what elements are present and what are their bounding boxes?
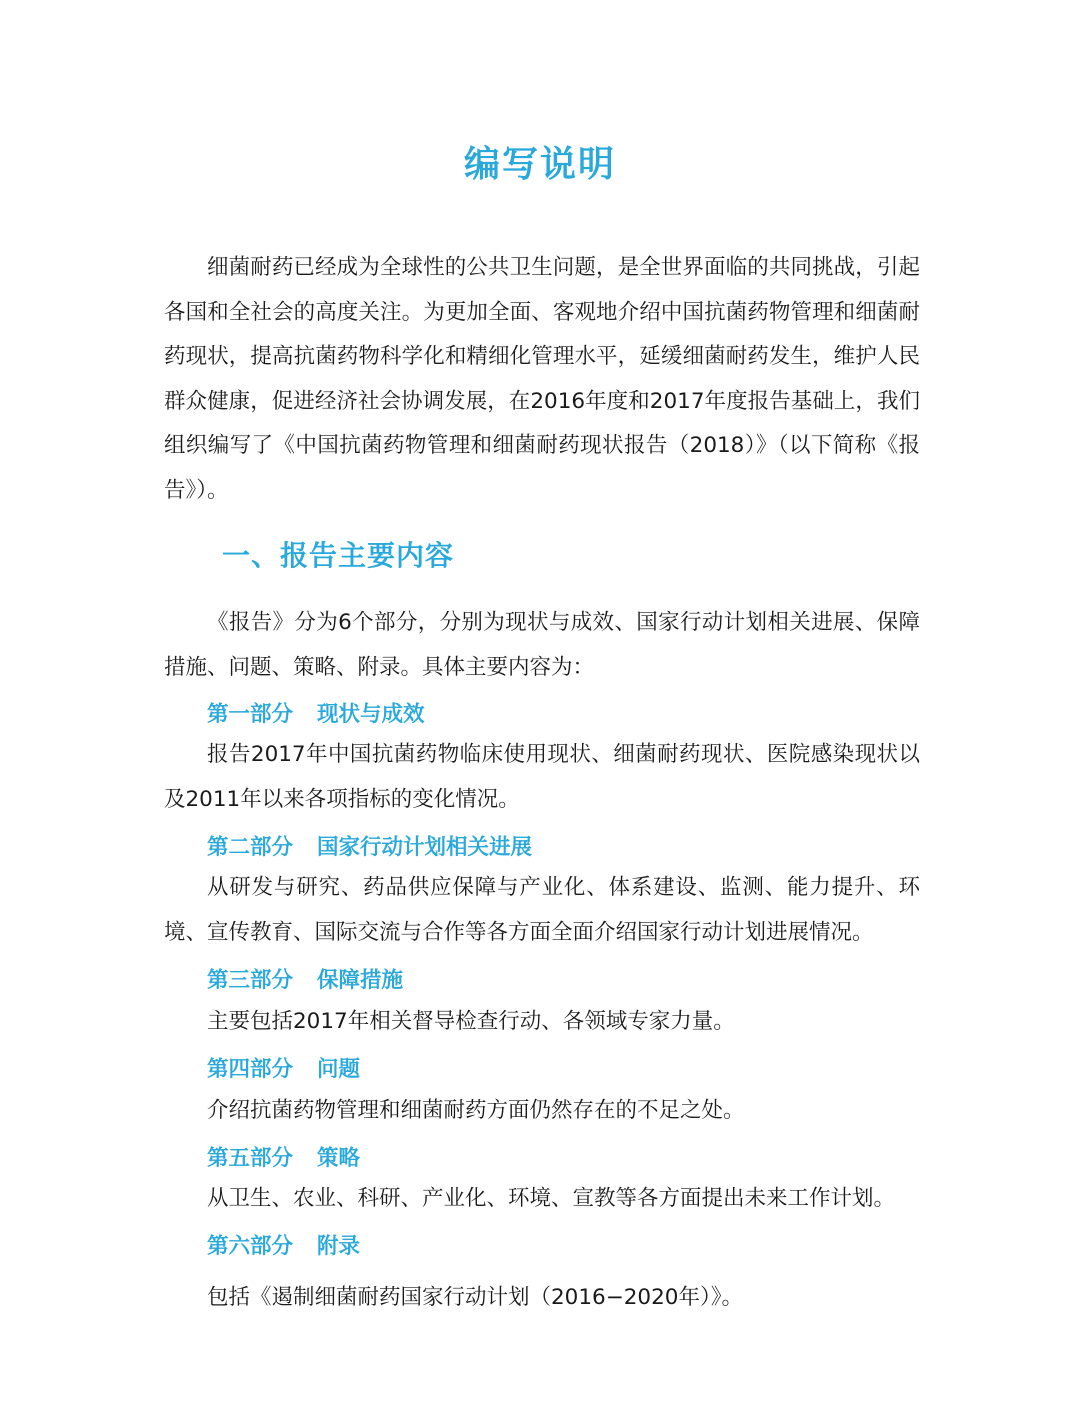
part-3-title: [207, 963, 403, 994]
section-heading-main-content: 一、报告主要内容: [222, 539, 455, 572]
part-5-description: 从卫生、农业、科研、产业化、环境、宣教等各方面提出未来工作计划。: [207, 1186, 896, 1211]
part-1-number: 第一部分: [207, 702, 294, 727]
part-1-name: 现状与成效: [317, 702, 425, 727]
part-1-title: [207, 697, 425, 728]
part-6-number: 第六部分: [207, 1234, 294, 1259]
part-6-title: [207, 1229, 360, 1260]
part-3-description: 主要包括2017年相关督导检查行动、各领域专家力量。: [207, 1009, 735, 1034]
part-2-description: 从研发与研究、药品供应保障与产业化、体系建设、监测、能力提升、环境、宣传教育、国际交流与合作等各方面全面介绍国家行动计划进展情况。: [164, 875, 920, 945]
part-6-description: 包括《遏制细菌耐药国家行动计划（2016−2020年）》。: [207, 1285, 743, 1310]
intro-paragraph: 细菌耐药已经成为全球性的公共卫生问题，是全世界面临的共同挑战，引起各国和全社会的高度关注。为更加全面、客观地介绍中国抗菌药物管理和细菌耐药现状，提高抗菌药物科学化和精细化管理水平，延缓细菌耐药发生，维护人民群众健康，促进经济社会协调发展，在2016年度和2017年度报告基础上，我们组织编写了《中国抗菌药物管理和细菌耐药现状报告（2018）》（以下简称《报告》）。: [164, 255, 920, 503]
part-2-name: 国家行动计划相关进展: [317, 835, 533, 860]
part-2-number: 第二部分: [207, 835, 294, 860]
part-3-name: 保障措施: [317, 968, 404, 993]
overview-paragraph: 《报告》分为6个部分，分别为现状与成效、国家行动计划相关进展、保障措施、问题、策略、附录。具体主要内容为：: [164, 610, 920, 680]
part-5-title: [207, 1141, 360, 1172]
part-5-name: 策略: [317, 1146, 361, 1171]
part-2-title: [207, 830, 532, 861]
part-4-title: [207, 1052, 360, 1083]
part-4-description: 介绍抗菌药物管理和细菌耐药方面仍然存在的不足之处。: [207, 1098, 745, 1123]
part-6-name: 附录: [317, 1234, 361, 1259]
page-title: 编写说明: [463, 144, 616, 185]
part-4-name: 问题: [317, 1057, 361, 1082]
part-3-number: 第三部分: [207, 968, 294, 993]
part-5-number: 第五部分: [207, 1146, 294, 1171]
part-1-description: 报告2017年中国抗菌药物临床使用现状、细菌耐药现状、医院感染现状以及2011年以来各项指标的变化情况。: [164, 742, 920, 812]
part-4-number: 第四部分: [207, 1057, 294, 1082]
